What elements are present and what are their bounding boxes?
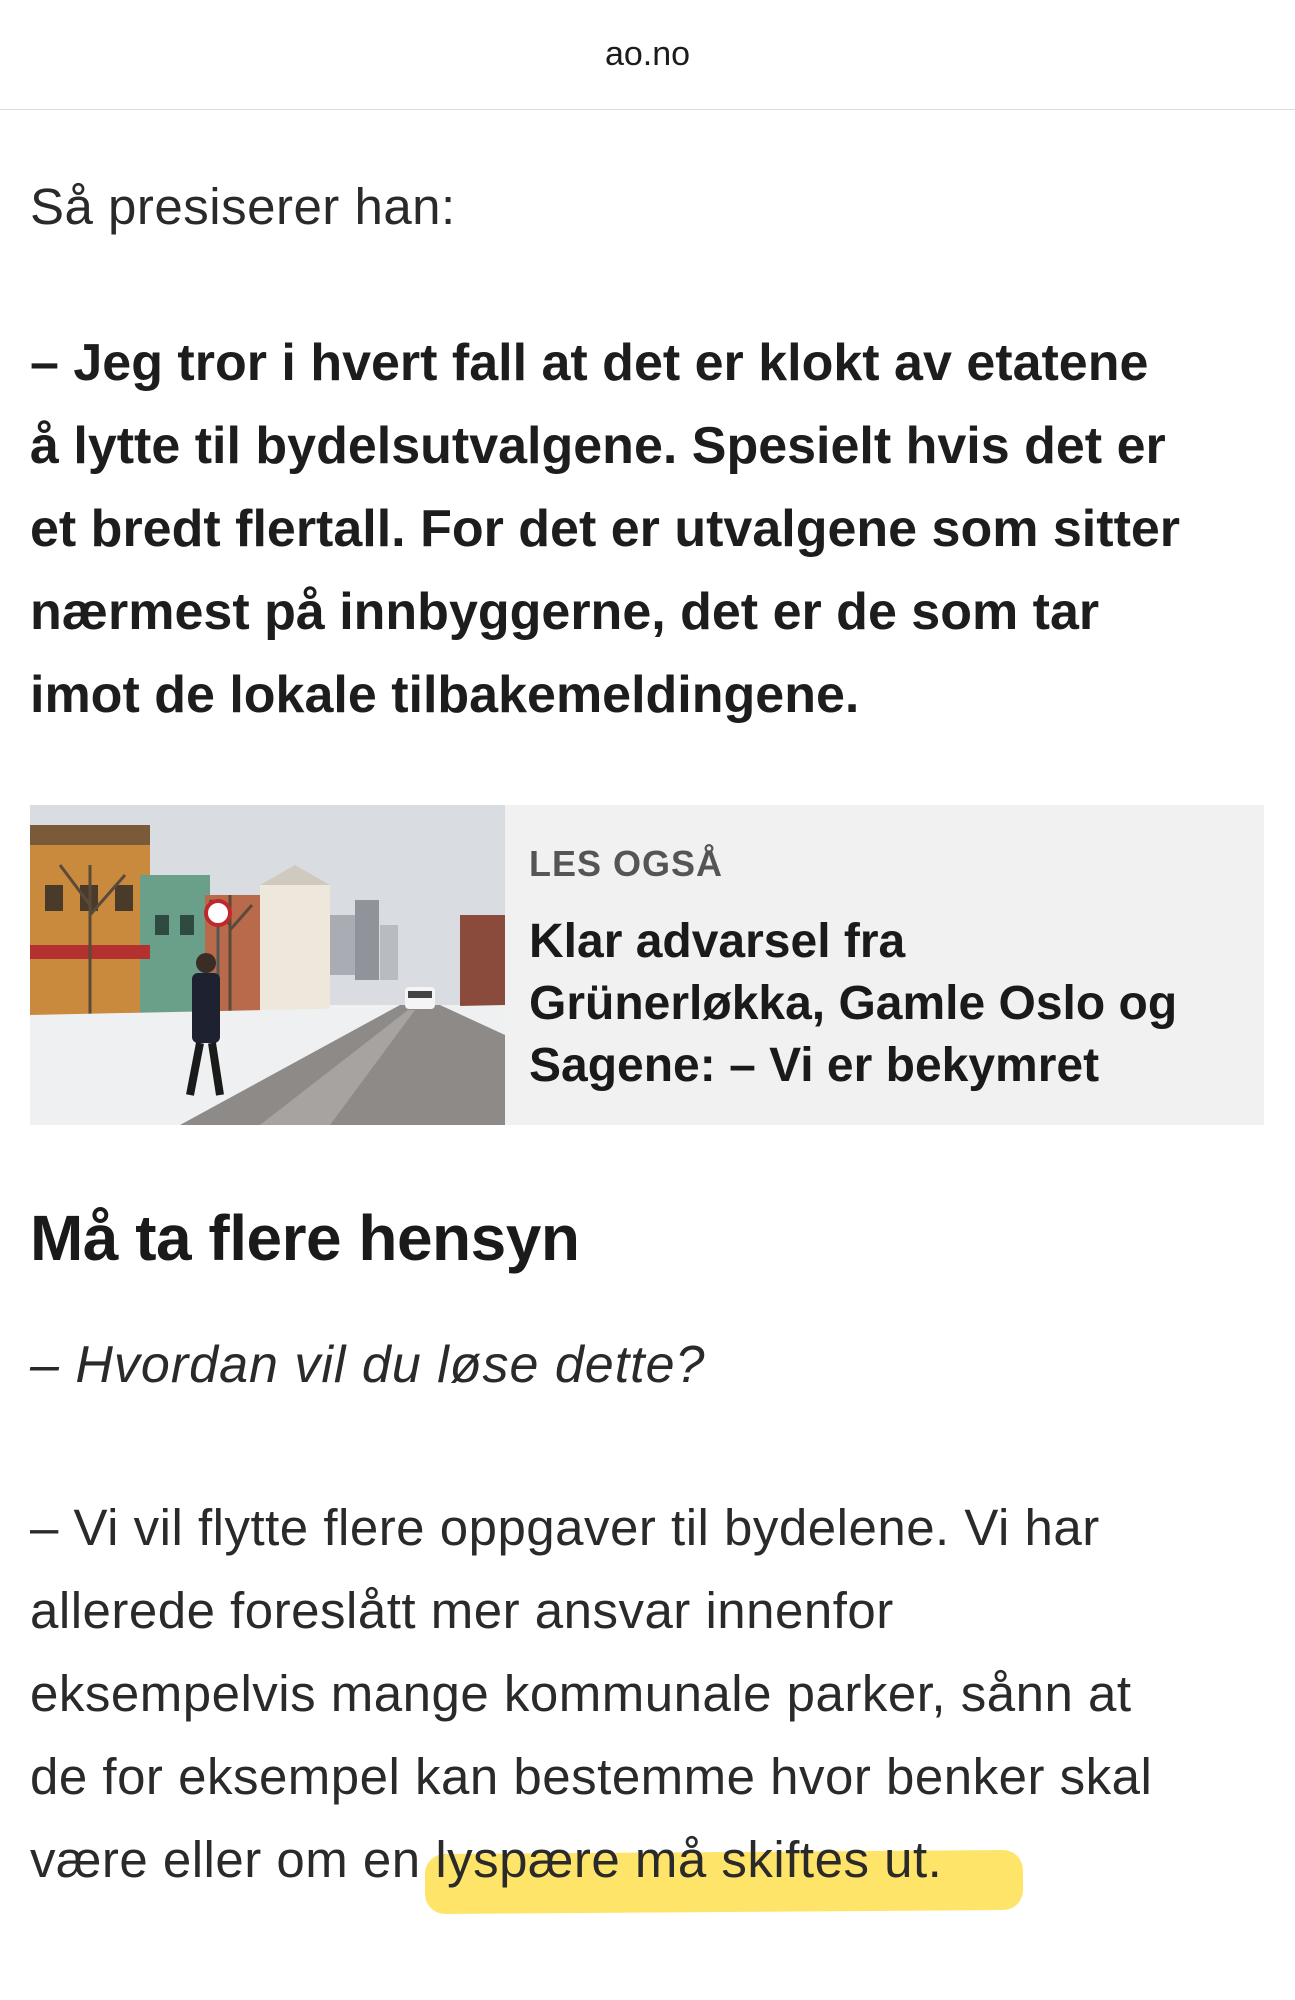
url-text: ao.no [604,35,691,73]
url-bar[interactable] [0,0,1295,110]
quote-line: et bredt flertall. For det er utvalgene som sitter [30,500,1181,558]
answer-line: de for eksempel kan bestemme hvor benker skal [30,1748,1153,1805]
related-title-line: Klar advarsel fra [529,915,906,968]
quote-line: – Jeg tror i hvert fall at det er klokt av etatene [30,334,1149,392]
answer-last-start: være eller om e [30,1831,392,1888]
quote-line: imot de lokale tilbakemeldingene. [30,666,860,724]
answer-line: eksempelvis mange kommunale parker, sånn at [30,1665,1132,1722]
quote-line: nærmest på innbyggerne, det er de som tar [30,583,1100,641]
answer-line-last [30,1818,1270,1901]
related-kicker: LES OGSÅ [529,843,724,884]
related-title-line: Grünerløkka, Gamle Oslo og [529,977,1178,1030]
related-article-card[interactable] [30,805,1264,1125]
quote-paragraph [30,322,1270,737]
answer-paragraph [30,1486,1270,1901]
related-title-line: Sagene: – Vi er bekymret [529,1039,1100,1092]
related-article-image[interactable] [30,805,505,1125]
intro-paragraph: Så presiserer han: [30,178,456,235]
answer-line: allerede foreslått mer ansvar innenfor [30,1582,894,1639]
related-article-title[interactable] [529,911,1177,1097]
quote-line: å lytte til bydelsutvalgene. Spesielt hvis det er [30,417,1166,475]
highlighted-text: n lyspære må skiftes ut. [391,1831,943,1888]
section-heading: Må ta flere hensyn [30,1202,580,1274]
related-article-text[interactable] [505,805,1201,1125]
answer-line: – Vi vil flytte flere oppgaver til bydelene. Vi har [30,1499,1100,1556]
question-paragraph: – Hvordan vil du løse dette? [30,1336,706,1394]
